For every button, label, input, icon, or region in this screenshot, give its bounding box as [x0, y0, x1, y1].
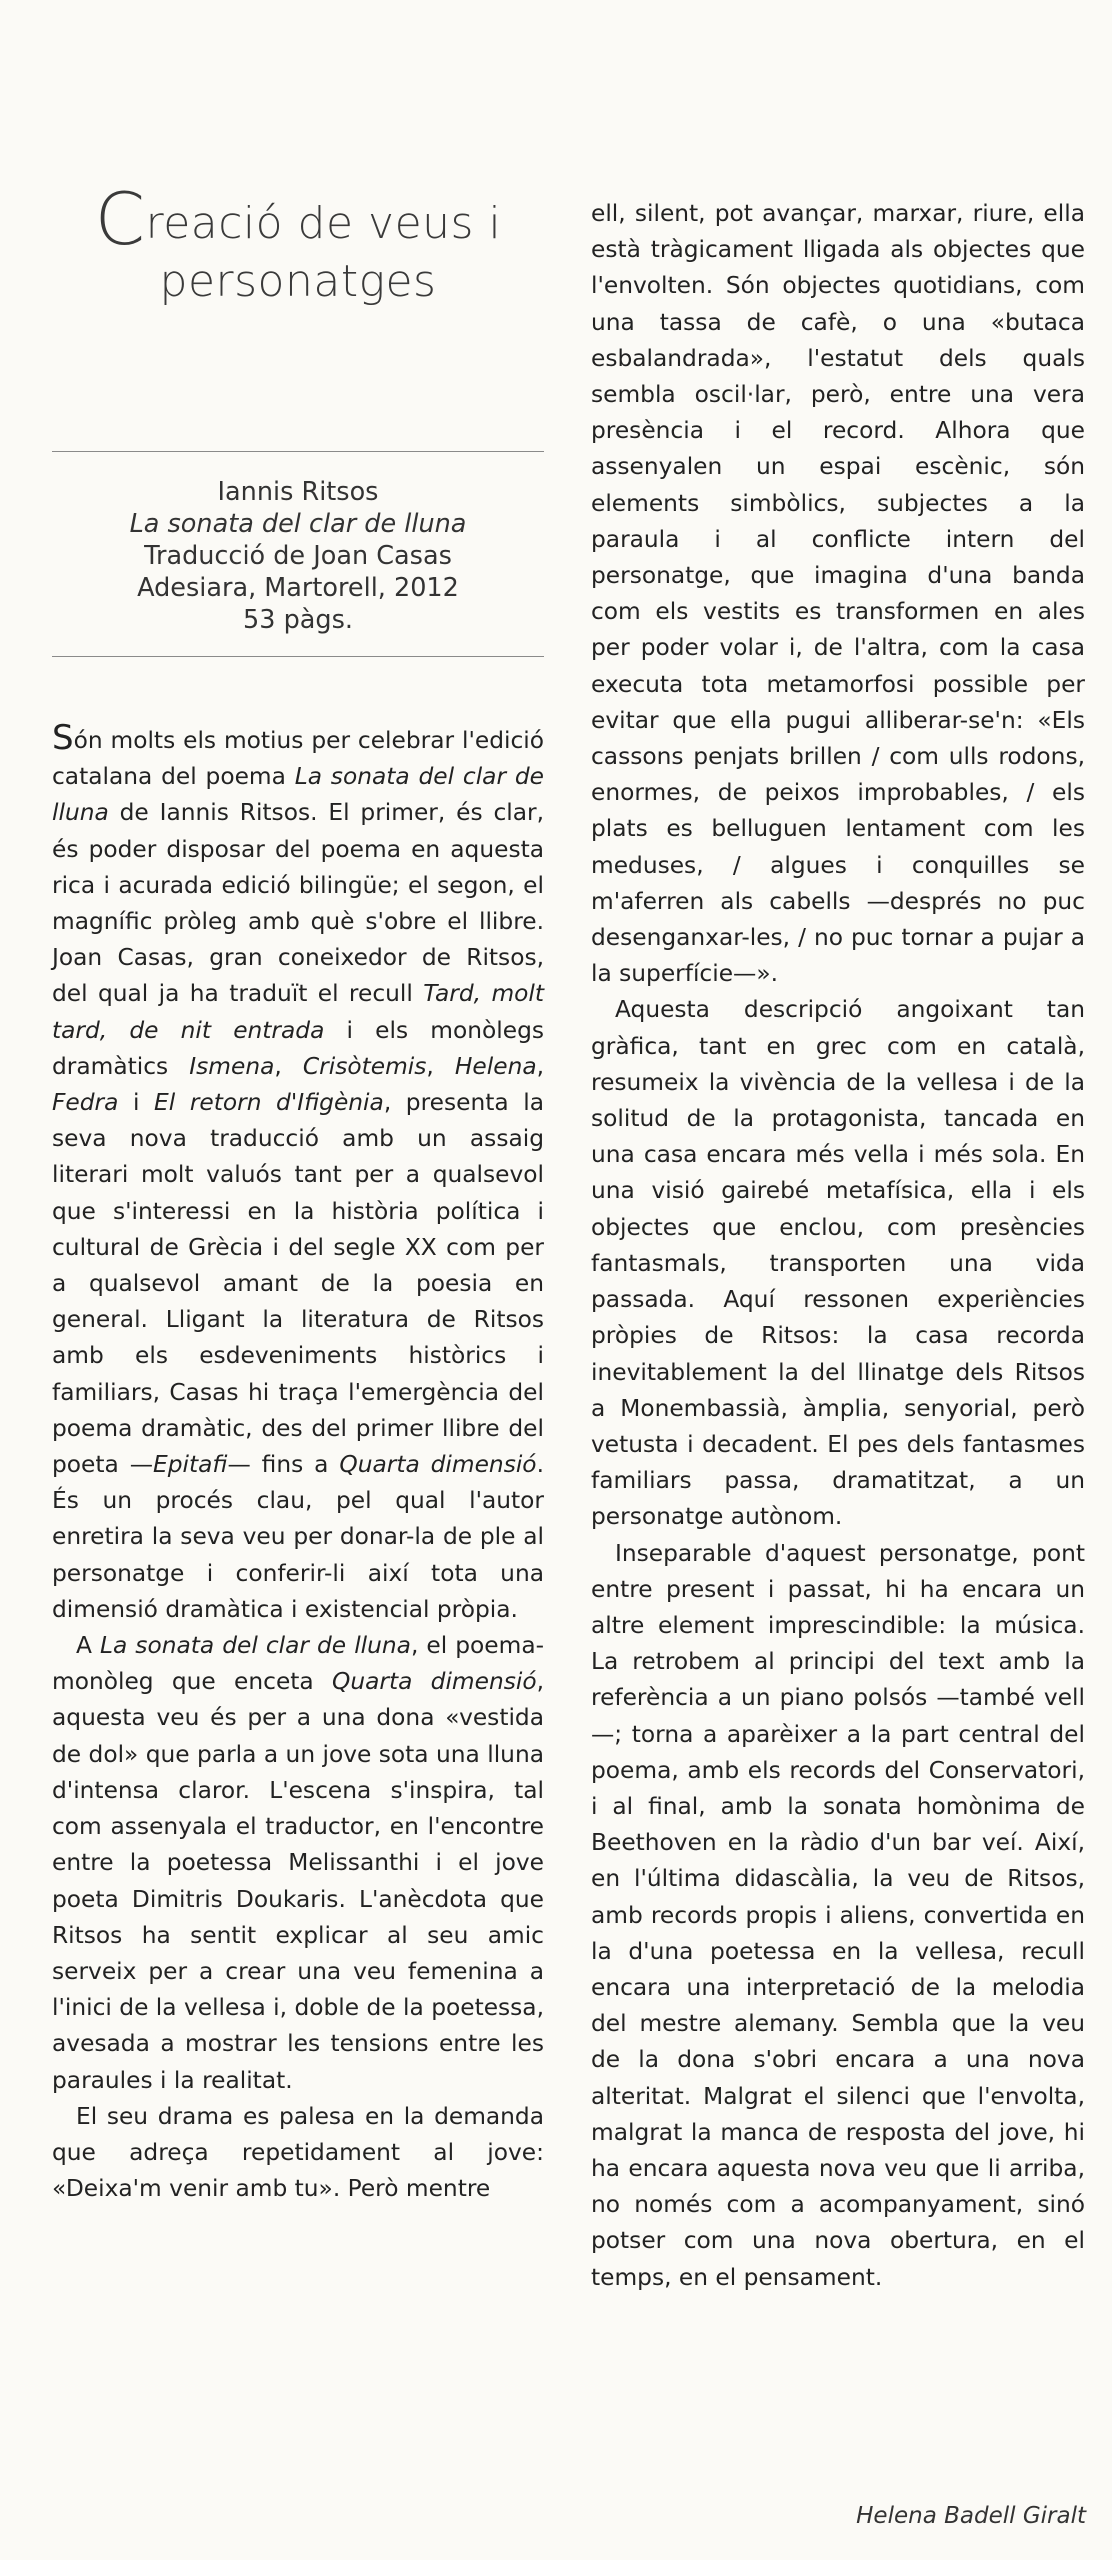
paragraph-2: A La sonata del clar de lluna, el poema-monòleg que enceta Quarta dimensió, aquesta veu és per a una dona «vestida de dol» que parla a un jove sota una lluna d'intensa claror. L'escena s'inspira, tal com assenyala el traductor, en l'encontre entre la poetessa Melissanthi i el jove poeta Dimitris Doukaris. L'anècdota que Ritsos ha sentit explicar al seu amic serveix per a crear una veu femenina a l'inici de la vellesa i, doble de la poetessa, avesada a mostrar les tensions entre les paraules i la realitat.	[52, 1632, 545, 2094]
author-signature: Helena Badell Giralt	[856, 2503, 1086, 2529]
book-pages: 53 pàgs.	[243, 605, 353, 635]
left-column	[52, 177, 545, 2207]
paragraph-5: Inseparable d'aquest personatge, pont entre present i passat, hi ha encara un altre element imprescindible: la música. La retrobem al principi del text amb la referència a un piano polsós —també vell—; torna a aparèixer a la part central del poema, amb els records del Conservatori, i al final, amb la sonata homònima de Beethoven en la ràdio d'un bar veí. Així, en l'última didascàlia, la veu de Ritsos, amb records propis i aliens, convertida en la d'una poetessa en la vellesa, recull encara una interpretació de la melodia del mestre alemany. Sembla que la veu de la dona s'obri encara a una nova alteritat. Malgrat el silenci que l'envolta, malgrat la manca de resposta del jove, hi ha encara aquesta nova veu que li arriba, no només com a acompanyament, sinó potser com una nova obertura, en el temps, en el pensament.	[591, 1539, 1085, 2291]
paragraph-3-start: El seu drama es palesa en la demanda que adreça repetidament al jove: «Deixa'm venir amb tu». Però mentre	[52, 2102, 544, 2203]
paragraph-3-continued: ell, silent, pot avançar, marxar, riure, ella està tràgicament lligada als objectes que l'envolten. Són objectes quotidians, com una tassa de cafè, o una «butaca esbalandrada», l'estatut dels quals sembla oscil·lar, però, entre una vera presència i el record. Alhora que assenyalen un espai escènic, són elements simbòlics, subjectes a la paraula i al conflicte intern del personatge, que imagina d'una banda com els vestits es transformen en ales per poder volar i, de l'altra, com la casa executa tota metamorfosi possible per evitar que ella pugui alliberar-se'n: «Els cassons penjats brillen / com ulls rodons, enormes, de peixos improbables, / els plats es belluguen lentament com les meduses, / algues i conquilles se m'aferren als cabells —després no puc desenganxar-les, / no puc tornar a pujar a la superfície—».	[591, 200, 1085, 988]
book-translation: Traducció de Joan Casas	[144, 541, 452, 571]
article-body-left	[52, 718, 545, 2207]
article-title	[52, 177, 544, 311]
bottom-divider	[52, 656, 544, 657]
paragraph-1: Són molts els motius per celebrar l'edició catalana del poema La sonata del clar de lluna de Iannis Ritsos. El primer, és clar, és poder disposar del poema en aquesta rica i acurada edició bilingüe; el segon, el magnífic pròleg amb què s'obre el llibre. Joan Casas, gran coneixedor de Ritsos, del qual ja ha traduït el recull Tard, molt tard, de nit entrada i els monòlegs dramàtics Ismena, Crisòtemis, Helena, Fedra i El retorn d'Ifigènia, presenta la seva nova traducció amb un assaig literari molt valuós tant per a qualsevol que s'interessi en la història política i cultural de Grècia i del segle XX com per a qualsevol amant de la poesia en general. Lligant la literatura de Ritsos amb els esdeveniments històrics i familiars, Casas hi traça l'emergència del poema dramàtic, des del primer llibre del poeta —Epitafi— fins a Quarta dimensió. És un procés clau, pel qual l'autor enretira la seva veu per donar-la de ple al personatge i conferir-li així tota una dimensió dramàtica i existencial pròpia.	[52, 718, 545, 1623]
book-publisher: Adesiara, Martorell, 2012	[137, 573, 459, 603]
right-column	[591, 196, 1085, 2296]
title-line1: reació de veus i	[145, 198, 502, 249]
paragraph-4: Aquesta descripció angoixant tan gràfica, tant en grec com en català, resumeix la vivència de la vellesa i de la solitud de la protagonista, tancada en una casa encara més vella i més sola. En una visió gairebé metafísica, ella i els objectes que enclou, com presències fantasmals, transporten una vida passada. Aquí ressonen experiències pròpies de Ritsos: la casa recorda inevitablement la del llinatge dels Ritsos a Monembassià, àmplia, senyorial, però vetusta i decadent. El pes dels fantasmes familiars passa, dramatitzat, a un personatge autònom.	[591, 996, 1085, 1531]
book-info	[52, 452, 544, 636]
book-author: Iannis Ritsos	[217, 477, 379, 507]
title-line2: personatges	[159, 256, 437, 307]
drop-cap: S	[52, 718, 74, 758]
title-initial: C	[94, 177, 146, 261]
book-work: La sonata del clar de lluna	[129, 509, 467, 539]
